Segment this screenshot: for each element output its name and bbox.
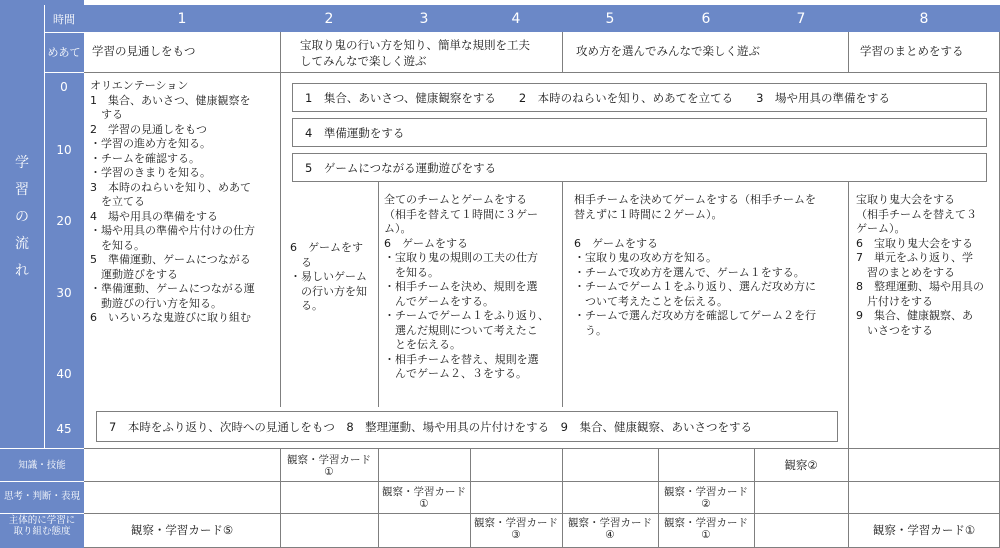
flow-col2: 6 ゲームをす る ・易しいゲーム の行い方を知 る。 — [290, 241, 367, 312]
eval-attitude-c5: 観察・学習カード ④ — [568, 517, 652, 541]
eval-label-thinking: 思考・判断・表現 — [3, 491, 80, 502]
eval-attitude-c1: 観察・学習カード⑤ — [130, 523, 234, 537]
col-header-8: 8 — [919, 10, 929, 27]
time-header: 時間 — [53, 12, 75, 26]
eval-thinking-c3: 観察・学習カード ① — [382, 486, 466, 510]
banner-closing: 7 本時をふり返り、次時への見通しをもつ 8 整理運動、場や用具の片付けをする 9 集合、健康観察、あいさつをする — [96, 411, 838, 442]
goal-1: 学習の見通しをもつ — [92, 44, 196, 58]
tick-40: 40 — [56, 367, 72, 381]
eval-knowledge-c7: 観察② — [784, 458, 818, 472]
flow-col567: 相手チームを決めてゲームをする（相手チームを 替えずに１時間に２ゲーム）。 6 ゲームをする ・宝取り鬼の攻め方を知る。 ・チームで攻め方を選んで、ゲーム１をする。 ・チームでゲーム１をふり返り、選んだ攻め方に ついて考えたことを伝える。 ・チームで選んだ攻め方を確認してゲーム２を行 う。 — [574, 193, 816, 337]
left-divider-eval1 — [0, 448, 84, 449]
banner-opening: 1 集合、あいさつ、健康観察をする 2 本時のねらいを知り、めあてを立てる 3 場や用具の準備をする — [292, 83, 987, 112]
col-header-7: 7 — [796, 10, 806, 27]
banner-game-play: 5 ゲームにつながる運動遊びをする — [292, 153, 987, 182]
tick-30: 30 — [56, 286, 72, 300]
banner-warmup: 4 準備運動をする — [292, 118, 987, 147]
flow-col8: 宝取り鬼大会をする （相手チームを替えて３ ゲーム）。 6 宝取り鬼大会をする 7 単元をふり返り、学 習のまとめをする 8 整理運動、場や用具の 片付けをする 9 集合、健康観察、あ いさつをする — [856, 193, 984, 337]
col-header-5: 5 — [605, 10, 615, 27]
flow-col1: オリエンテーション 1 集合、あいさつ、健康観察を する 2 学習の見通しをもつ ・学習の進め方を知る。 ・チームを確認する。 ・学習のきまりを知る。 3 本時のねらいを知り、めあて を立てる 4 場や用具の準備をする ・場や用具の準備や片付けの仕方 を知る。 5 準備運動、ゲームにつながる 運動遊びをする ・準備運動、ゲームにつながる運 動遊びの行い方を知る。 6 いろいろな鬼遊びに取り組む — [90, 79, 255, 324]
col-header-4: 4 — [511, 10, 521, 27]
tick-20: 20 — [56, 214, 72, 228]
left-divider-flow — [44, 72, 84, 73]
goal-2: 宝取り鬼の行い方を知り、簡単な規則を工夫 してみんなで楽しく遊ぶ — [300, 38, 530, 68]
goals-label: めあて — [47, 46, 81, 59]
flow-col34: 全てのチームとゲームをする （相手を替えて１時間に３ゲー ム）。 6 ゲームをする ・宝取り鬼の規則の工夫の仕方 を知る。 ・相手チームを決め、規則を選 んでゲームをする。 ・チームでゲーム１をふり返り、 選んだ規則について考えたこ とを伝える。 ・相手チームを替え、規則を選 んでゲーム２、３をする。 — [384, 193, 549, 380]
tick-10: 10 — [56, 143, 72, 157]
eval-attitude-c6: 観察・学習カード ① — [664, 517, 748, 541]
goal-4: 学習のまとめをする — [860, 44, 964, 58]
left-divider-goals — [44, 32, 84, 33]
eval-label-knowledge: 知識・技能 — [18, 460, 66, 471]
eval-thinking-c6: 観察・学習カード ② — [664, 486, 748, 510]
tick-0: 0 — [60, 80, 68, 94]
eval-knowledge-c2: 観察・学習カード ① — [287, 454, 371, 478]
flow-label: 学 習 の 流 れ — [15, 155, 29, 279]
col-header-1: 1 — [177, 10, 187, 27]
eval-attitude-c8: 観察・学習カード① — [872, 523, 976, 537]
eval-attitude-c4: 観察・学習カード ③ — [474, 517, 558, 541]
left-divider-eval2 — [0, 481, 84, 482]
tick-45: 45 — [56, 422, 72, 436]
col-header-2: 2 — [324, 10, 334, 27]
goal-3: 攻め方を選んでみんなで楽しく遊ぶ — [576, 44, 760, 58]
col-header-3: 3 — [419, 10, 429, 27]
header-corner — [0, 0, 44, 5]
col-header-6: 6 — [701, 10, 711, 27]
eval-label-attitude: 主体的に学習に 取り組む態度 — [8, 515, 76, 537]
left-divider-eval3 — [0, 513, 84, 514]
